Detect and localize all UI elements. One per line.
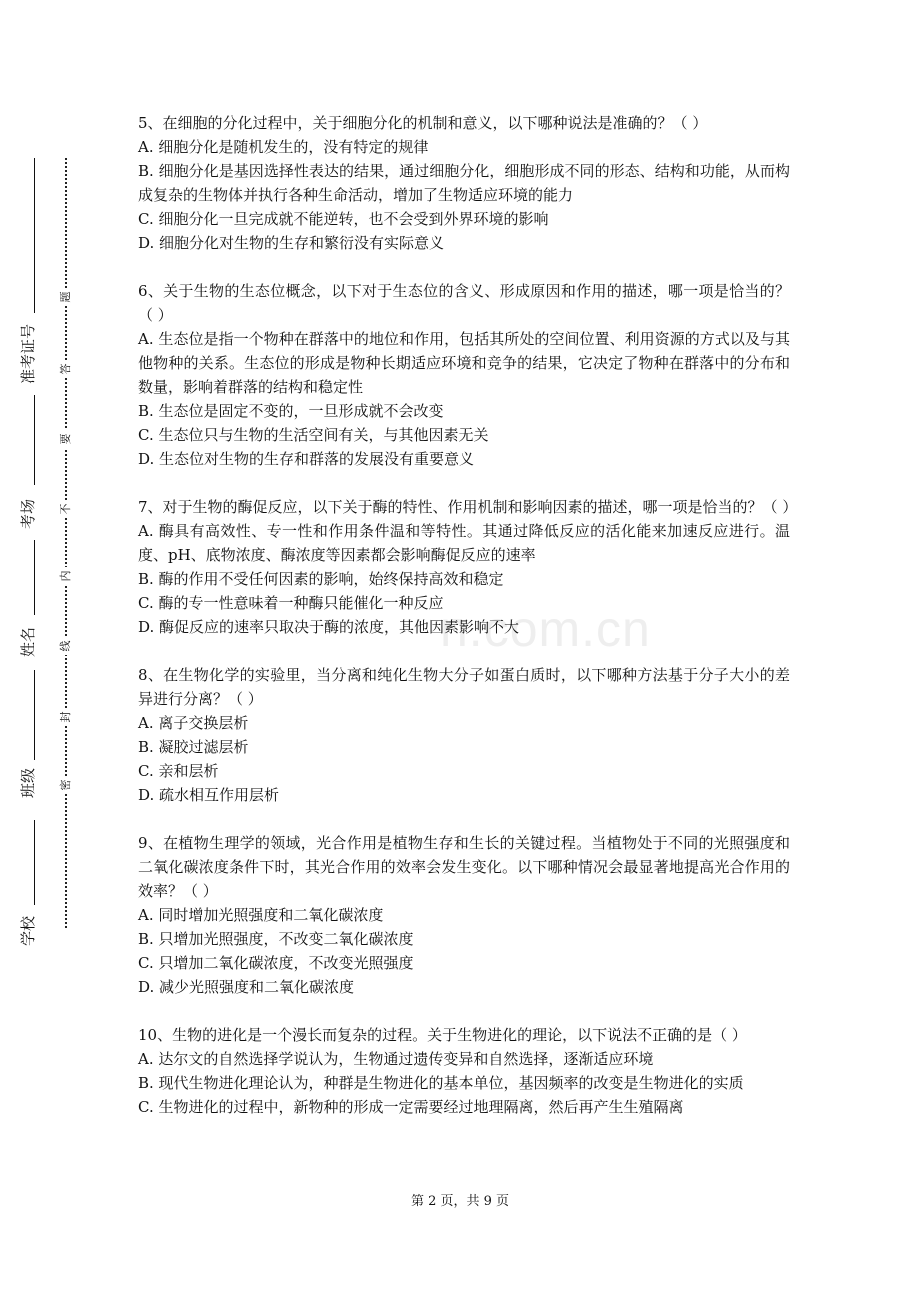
- question-9: [138, 831, 790, 999]
- question-stem: 5、在细胞的分化过程中，关于细胞分化的机制和意义，以下哪种说法是准确的？（ ）: [138, 114, 708, 132]
- page-number: 第 2 页，共 9 页: [410, 1194, 510, 1209]
- seal-char: 内: [57, 567, 75, 585]
- option-c[interactable]: C. 只增加二氧化碳浓度，不改变光照强度: [138, 954, 414, 972]
- seal-char: 不: [57, 500, 75, 518]
- question-10: [138, 1023, 790, 1119]
- seal-char: 封: [57, 708, 75, 726]
- option-b[interactable]: B. 酶的作用不受任何因素的影响，始终保持高效和稳定: [138, 570, 504, 588]
- option-c[interactable]: C. 亲和层析: [138, 762, 219, 780]
- option-d[interactable]: D. 细胞分化对生物的生存和繁衍没有实际意义: [138, 234, 445, 252]
- option-d[interactable]: D. 生态位对生物的生存和群落的发展没有重要意义: [138, 450, 475, 468]
- question-stem: 10、生物的进化是一个漫长而复杂的过程。关于生物进化的理论，以下说法不正确的是（ ）: [138, 1026, 747, 1044]
- name-label: 姓名: [19, 627, 37, 658]
- seal-dotted-line: [65, 158, 67, 928]
- option-b[interactable]: B. 凝胶过滤层析: [138, 738, 249, 756]
- school-line[interactable]: [34, 820, 35, 905]
- option-c[interactable]: C. 生态位只与生物的生活空间有关，与其他因素无关: [138, 426, 489, 444]
- question-stem: 7、对于生物的酶促反应，以下关于酶的特性、作用机制和影响因素的描述，哪一项是恰当的？（ ）: [138, 498, 798, 516]
- seal-char: 题: [57, 288, 75, 306]
- option-d[interactable]: D. 酶促反应的速率只取决于酶的浓度，其他因素影响不大: [138, 618, 520, 636]
- question-list: [138, 111, 798, 1143]
- exam-room-label: 考场: [19, 499, 37, 530]
- question-7: [138, 495, 798, 639]
- class-line[interactable]: [34, 670, 35, 760]
- option-b[interactable]: B. 只增加光照强度，不改变二氧化碳浓度: [138, 930, 414, 948]
- option-c[interactable]: C. 细胞分化一旦完成就不能逆转，也不会受到外界环境的影响: [138, 210, 549, 228]
- option-d[interactable]: D. 减少光照强度和二氧化碳浓度: [138, 978, 355, 996]
- option-a[interactable]: A. 酶具有高效性、专一性和作用条件温和等特性。其通过降低反应的活化能来加速反应进行。温度、pH、底物浓度、酶浓度等因素都会影响酶促反应的速率: [138, 522, 790, 564]
- option-a[interactable]: A. 同时增加光照强度和二氧化碳浓度: [138, 906, 384, 924]
- question-stem: 9、在植物生理学的领域，光合作用是植物生存和生长的关键过程。当植物处于不同的光照强度和二氧化碳浓度条件下时，其光合作用的效率会发生变化。以下哪种情况会最显著地提高光合作用的效率？（ ）: [138, 834, 790, 900]
- exam-number-line[interactable]: [34, 158, 35, 313]
- option-c[interactable]: C. 生物进化的过程中，新物种的形成一定需要经过地理隔离，然后再产生生殖隔离: [138, 1098, 684, 1116]
- option-c[interactable]: C. 酶的专一性意味着一种酶只能催化一种反应: [138, 594, 444, 612]
- question-stem: 8、在生物化学的实验里，当分离和纯化生物大分子如蛋白质时，以下哪种方法基于分子大小的差异进行分离？（ ）: [138, 666, 790, 708]
- seal-char: 要: [57, 430, 75, 448]
- option-a[interactable]: A. 生态位是指一个物种在群落中的地位和作用，包括其所处的空间位置、利用资源的方式以及与其他物种的关系。生态位的形成是物种长期适应环境和竞争的结果，它决定了物种在群落中的分布和数量，影响着群落的结构和稳定性: [138, 330, 790, 396]
- school-label: 学校: [19, 916, 37, 947]
- seal-char: 线: [57, 637, 75, 655]
- option-a[interactable]: A. 细胞分化是随机发生的，没有特定的规律: [138, 138, 429, 156]
- binding-margin: [0, 0, 110, 1302]
- option-d[interactable]: D. 疏水相互作用层析: [138, 786, 280, 804]
- watermark: n.com.cn: [440, 601, 651, 657]
- seal-char: 密: [57, 776, 75, 794]
- option-a[interactable]: A. 离子交换层析: [138, 714, 249, 732]
- exam-number-label: 准考证号: [19, 323, 37, 384]
- option-b[interactable]: B. 生态位是固定不变的，一旦形成就不会改变: [138, 402, 444, 420]
- class-label: 班级: [19, 768, 37, 799]
- name-line[interactable]: [34, 540, 35, 615]
- question-6: [138, 279, 790, 471]
- option-b[interactable]: B. 现代生物进化理论认为，种群是生物进化的基本单位，基因频率的改变是生物进化的实质: [138, 1074, 744, 1092]
- question-8: [138, 663, 790, 807]
- option-b[interactable]: B. 细胞分化是基因选择性表达的结果，通过细胞分化，细胞形成不同的形态、结构和功能，从而构成复杂的生物体并执行各种生命活动，增加了生物适应环境的能力: [138, 162, 790, 204]
- seal-char: 答: [57, 360, 75, 378]
- option-a[interactable]: A. 达尔文的自然选择学说认为，生物通过遗传变异和自然选择，逐渐适应环境: [138, 1050, 654, 1068]
- exam-room-line[interactable]: [34, 395, 35, 485]
- question-stem: 6、关于生物的生态位概念，以下对于生态位的含义、形成原因和作用的描述，哪一项是恰当的？（ ）: [138, 282, 790, 324]
- question-5: [138, 111, 790, 255]
